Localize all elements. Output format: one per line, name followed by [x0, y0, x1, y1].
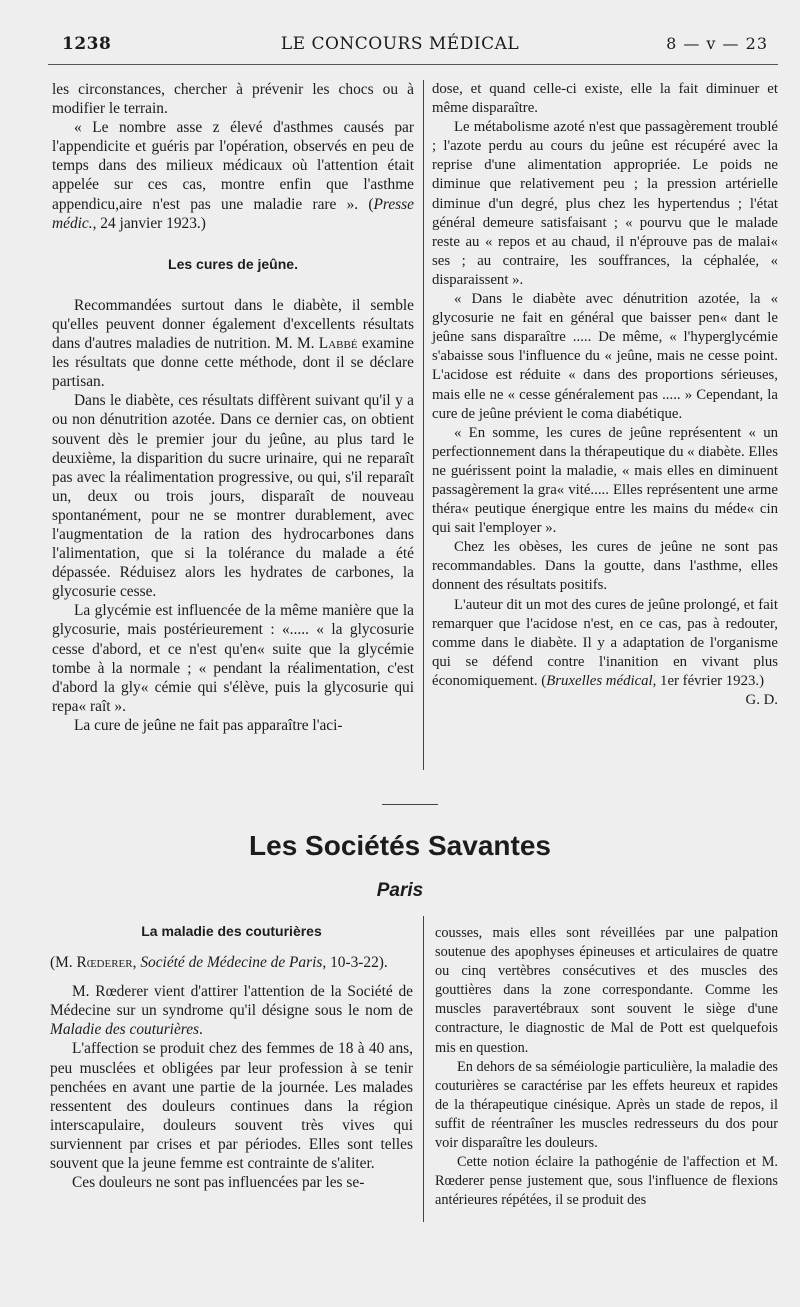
journal-title: LE CONCOURS MÉDICAL [280, 34, 520, 54]
paragraph: « En somme, les cures de jeûne représentent « un perfectionnement dans la thérapeutique du « diabète. Elles ne guérissent point la maladie, « mais elles en diminuent passagèrement la gra« vité..... Elles représentent une arme théra« peutique énergique entre les mains du méde« cin qui sait l'employer ». [432, 424, 778, 537]
top-left-column [52, 80, 414, 735]
bottom-right-column [435, 924, 778, 1210]
paragraph: cousses, mais elles sont réveillées par une palpation soutenue des apophyses épineuses et articulaires de quatre ou cinq vertèbres consécutives et des muscles des gouttières dans la zone correspondante. Comme les muscles paravertébraux sont souvent le siège d'une contracture, le diagnostic de Mal de Pott est quelquefois mis en question. [435, 925, 778, 1056]
paragraph: Cette notion éclaire la pathogénie de l'affection et M. Rœderer pense justement que, sous l'influence de flexions antérieures répétées, il se produit des [435, 1154, 778, 1209]
column-divider [423, 916, 424, 1222]
paragraph: « Le nombre asse z élevé d'asthmes causés par l'appendicite et guéris par l'opération, observés en peu de temps dans des milieux médicaux où l'attention était appelée sur ces cas, montre enfin que l'asthme appendicu,aire n'est pas une maladie rare ». (Presse médic., 24 janvier 1923.) [52, 119, 414, 232]
paragraph: Chez les obèses, les cures de jeûne ne sont pas recommandables. Dans la goutte, dans l'asthme, elles donnent des résultats positifs. [432, 539, 778, 594]
paragraph: La glycémie est influencée de la même manière que la glycosurie, mais postérieurement : «..... « la glycosurie cesse d'abord, et ce n'est qu'en« suite que la glycémie tombe à la normale ; « pendant la réalimentation, c'est d'abord la gly« cémie qui s'élève, puis la glycosurie qui repa« raît ». [52, 602, 414, 715]
paragraph: Le métabolisme azoté n'est que passagèrement troublé ; l'azote perdu au cours du jeûne est récupéré avec la reprise d'une alimentation appropriée. Le poids ne diminue que relativement peu ; la pression artérielle diminue d'un degré, plus chez les hypertendus ; l'état général demeure satisfaisant ; « pourvu que le malade reste au « repos et au chaud, il n'éprouve pas de malai« ses ; au contraire, les souffrances, la céphalée, « disparaissent ». [432, 119, 778, 288]
paragraph: M. Rœderer vient d'attirer l'attention de la Société de Médecine sur un syndrome qu'il désigne sous le nom de Maladie des couturières. [50, 983, 413, 1039]
section-separator [382, 804, 438, 805]
column-divider [423, 80, 424, 770]
source-citation: Presse médic. [52, 195, 414, 232]
page-number: 1238 [62, 34, 112, 54]
section-subtitle: Paris [376, 880, 424, 901]
header-rule [48, 64, 778, 65]
author-name: Rœderer [76, 954, 133, 972]
syndrome-name: Maladie des couturières [50, 1021, 200, 1039]
section-title: Les Sociétés Savantes [249, 830, 551, 861]
paragraph: Recommandées surtout dans le diabète, il semble qu'elles peuvent donner également d'excellents résultats dans d'autres maladies de nutrition. M. M. Labbé examine les résultats que donne cette méthode, dont il se déclare partisan. [52, 296, 414, 391]
page-header [0, 34, 800, 60]
source-citation: Bruxelles médical [546, 672, 653, 689]
source-citation: Société de Médecine de Paris [140, 954, 323, 972]
paragraph: « Dans le diabète avec dénutrition azotée, la « glycosurie ne fait en général que baisser pen« dant le jeûne sans disparaître ..... De même, « l'hyperglycémie s'abaisse sous l'influence du « jeûne, mais ne cesse point. L'acidose est réduite « dans des proportions sérieuses, mais elle ne « cesse généralement pas ..... » Cependant, la cure de jeûne prévient le coma diabétique. [432, 291, 778, 422]
paragraph: En dehors de sa séméiologie particulière, la maladie des couturières se caractérise par les effets heureux et rapides de la thérapeutique cinésique. Après un stade de repos, il suffit de réentraîner les muscles redresseurs du dos pour voir disparaître les douleurs. [435, 1058, 778, 1152]
paragraph: La cure de jeûne ne fait pas apparaître l'aci- [74, 716, 343, 734]
bottom-left-column [50, 914, 413, 1192]
article-reference: (M. Rœderer, Société de Médecine de Paris, 10-3-22). [50, 954, 388, 972]
paragraph: dose, et quand celle-ci existe, elle la fait diminuer et même disparaître. [432, 81, 778, 117]
paragraph: L'affection se produit chez des femmes de 18 à 40 ans, peu musclées et obligées par leur profession à se tenir penchées en avant une partie de la journée. Les malades ressentent des douleurs continues dans la région interscapulaire, douleurs souvent très vives qui surviennent par crises et par périodes. Elles sont telles souvent que la jeune femme est contrainte de s'aliter. [50, 1040, 413, 1173]
author-name: Labbé [318, 335, 358, 353]
paragraph: L'auteur dit un mot des cures de jeûne prolongé, et fait remarquer que l'acidose n'est, en ce cas, pas à redouter, comme dans le diabète. Il y a adaptation de l'organisme qui se défend contre l'inanition en vivant plus économiquement. (Bruxelles médical, 1er février 1923.) [432, 596, 778, 689]
paragraph: les circonstances, chercher à prévenir les chocs ou à modifier le terrain. [52, 81, 414, 118]
issue-date: 8 — v — 23 [666, 34, 768, 53]
paragraph: Dans le diabète, ces résultats diffèrent suivant qu'il y a ou non dénutrition azotée. Dans ce dernier cas, on obtient souvent dès le premier jour du jeûne, au plus tard le deuxième, la disparition du sucre urinaire, qui ne reparaît pas avec la réalimentation progressive, ou qui, s'il reparaît un, deux ou trois jours, disparaît de nouveau spontanément, pour ne se montrer durablement, avec l'augmentation de la ration des hydrocarbones dans l'alimentation, que si la tolérance du malade a été dépassée. Réduisez alors les hydrates de carbones, la glycosurie cesse. [52, 392, 414, 601]
paragraph: Ces douleurs ne sont pas influencées par les se- [72, 1174, 365, 1192]
signature: G. D. [745, 692, 778, 708]
top-right-column [432, 80, 778, 710]
section-heading: Les cures de jeûne. [168, 255, 298, 272]
article-heading: La maladie des couturières [141, 923, 322, 939]
